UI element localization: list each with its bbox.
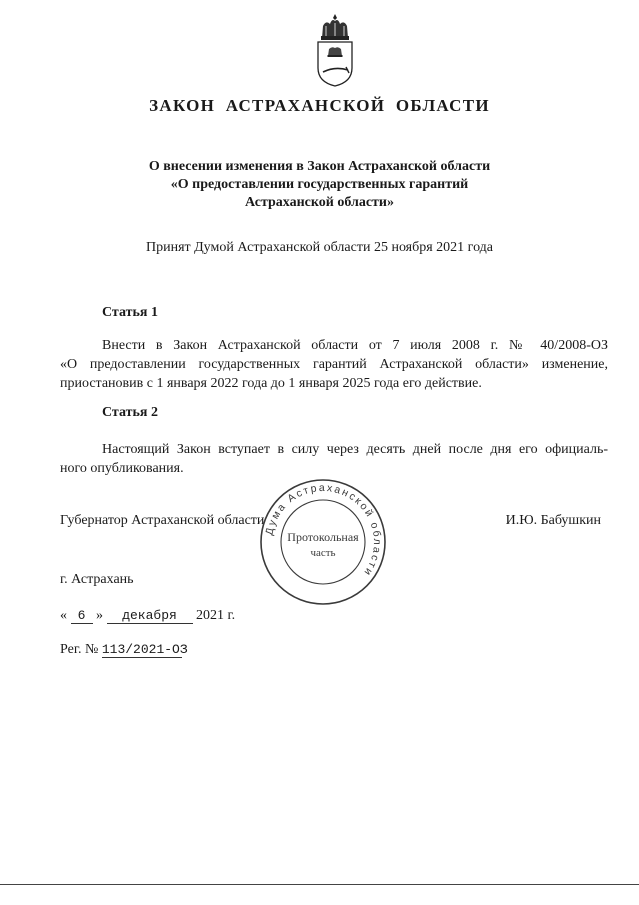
subtitle-line: Астраханской области» <box>244 195 395 210</box>
article-2-heading: Статья 2 <box>102 405 158 420</box>
date-row <box>60 608 235 624</box>
article-1-line: Внести в Закон Астраханской области от 7 июля 2008 г. № 40/2008-ОЗ <box>102 338 608 353</box>
page-bottom-rule <box>0 884 639 885</box>
stamp-center-text: часть <box>310 547 336 559</box>
official-stamp <box>258 477 388 607</box>
date-open-quote: « <box>60 608 67 623</box>
subtitle-line: О внесении изменения в Закон Астраханской области <box>148 159 491 174</box>
date-day: 6 <box>71 608 93 624</box>
stamp-ring-text: Дума Астраханской области <box>263 481 384 580</box>
article-1-line: «О предоставлении государственных гарантий Астраханской области» изменение, <box>60 357 608 372</box>
document-subtitle <box>0 158 639 212</box>
signatory-position: Губернатор Астраханской области <box>60 513 265 528</box>
article-1-heading: Статья 1 <box>102 305 158 320</box>
document-title: ЗАКОН АСТРАХАНСКОЙ ОБЛАСТИ <box>149 96 490 115</box>
date-month: декабря <box>107 608 193 624</box>
city: г. Астрахань <box>60 572 134 587</box>
article-2-line: Настоящий Закон вступает в силу через десять дней после дня его официаль- <box>102 442 608 457</box>
coat-of-arms-icon <box>312 12 358 88</box>
adoption-note: Принят Думой Астраханской области 25 ноября 2021 года <box>145 240 494 255</box>
article-1-line: приостановив с 1 января 2022 года до 1 января 2025 года его действие. <box>60 376 482 391</box>
subtitle-line: «О предоставлении государственных гарантий <box>170 177 469 192</box>
article-2-line: ного опубликования. <box>60 461 184 476</box>
article-1-body <box>60 336 608 393</box>
date-year: 2021 г. <box>196 608 236 623</box>
article-2-body <box>60 440 608 478</box>
reg-label: Рег. № <box>60 642 99 657</box>
signatory-name: И.Ю. Бабушкин <box>505 513 601 528</box>
date-close-quote: » <box>96 608 103 623</box>
stamp-center-text: Протокольная <box>287 530 359 544</box>
reg-number: 113/2021-ОЗ <box>101 642 188 657</box>
registration-row <box>60 642 188 658</box>
